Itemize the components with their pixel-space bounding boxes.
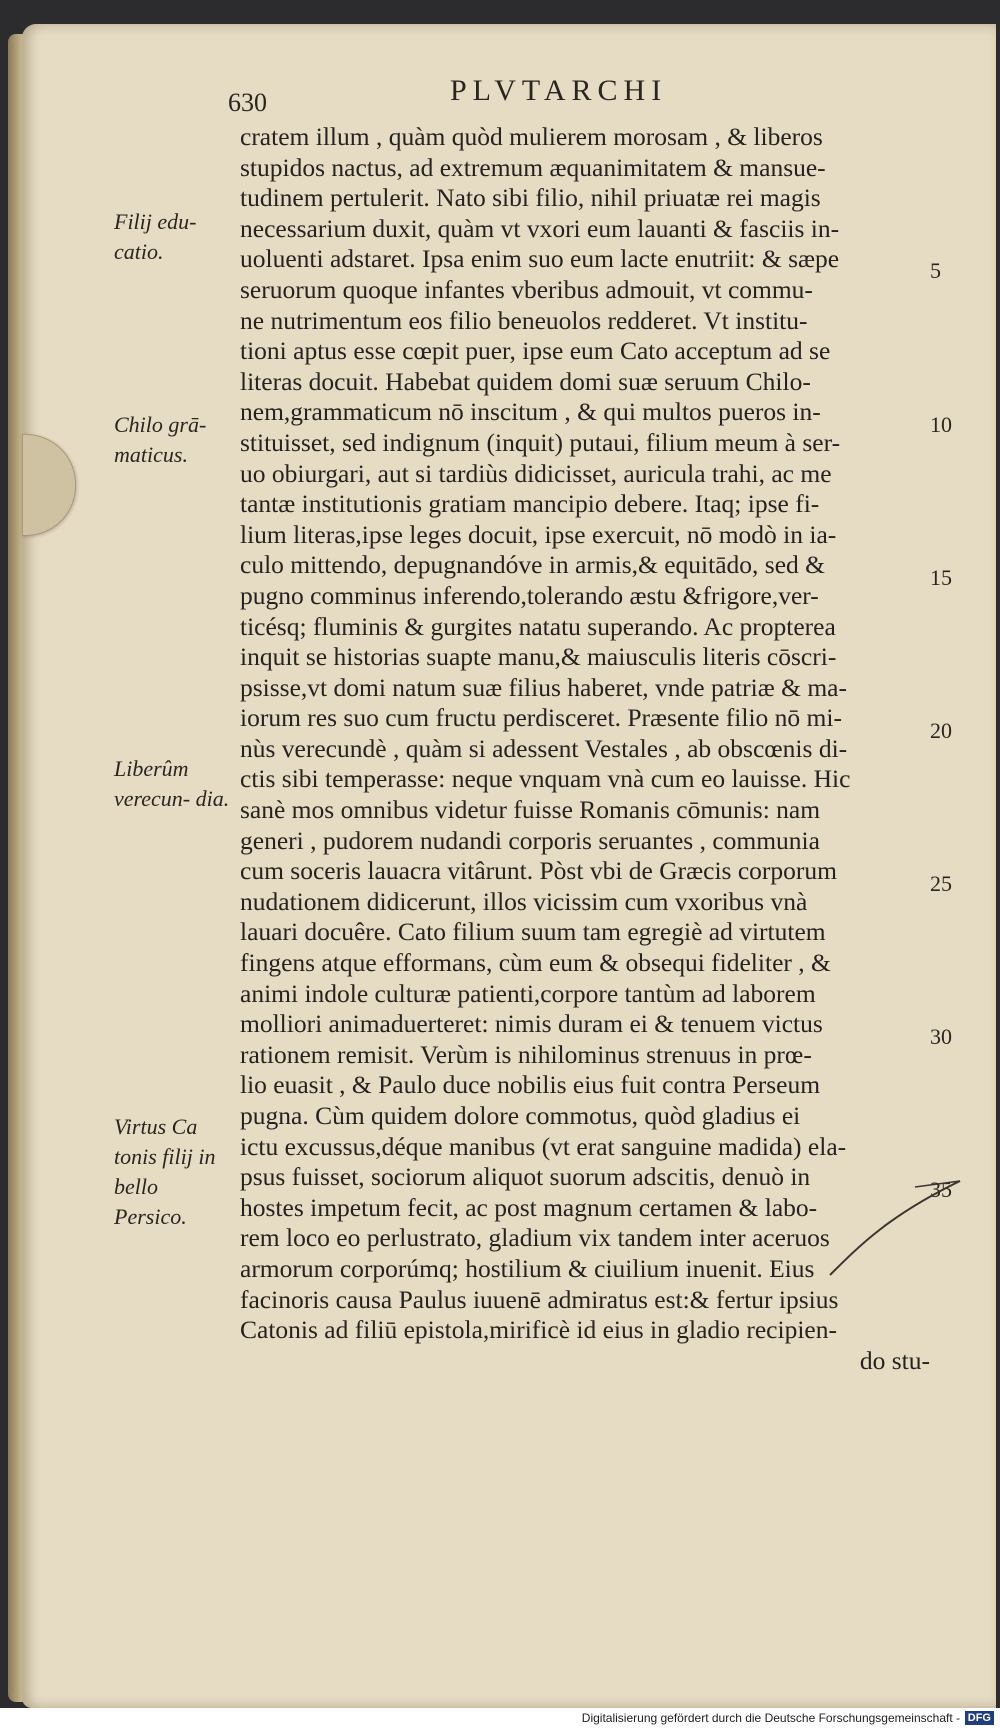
text-line: ictu excussus,déque manibus (vt erat sanguine madida) ela- <box>240 1131 847 1161</box>
text-line: pugna. Cùm quidem dolore commotus, quòd gladius ei <box>240 1101 801 1130</box>
text-line: lium literas,ipse leges docuit, ipse exercuit, nō modò in ia- <box>240 519 837 549</box>
text-line: inquit se historias suapte manu,& maiusculis literis cōscri- <box>240 642 837 672</box>
dfg-logo: DFG <box>965 1711 994 1725</box>
text-line: uo obiurgari, aut si tardiùs didicisset, auricula trahi, ac me <box>240 458 832 488</box>
text-line: sanè mos omnibus videtur fuisse Romanis cōmunis: nam <box>240 795 821 825</box>
margin-note: Virtus Ca tonis filij in bello Persico. <box>114 1114 216 1229</box>
text-line: seruorum quoque infantes vberibus admouit, vt commu- <box>240 274 813 304</box>
margin-note: Chilo grā- maticus. <box>114 412 207 467</box>
text-line: rem loco eo perlustrato, gladium vix tandem inter aceruos <box>240 1223 830 1253</box>
margin-note: Filij edu- catio. <box>114 209 197 264</box>
text-line: uoluenti adstaret. Ipsa enim suo eum lacte enutriit: & sæpe <box>240 244 840 274</box>
line-number: 10 <box>930 412 952 437</box>
running-head: PLVTARCHI <box>450 74 668 107</box>
text-line: generi , pudorem nudandi corporis seruantes , communia <box>240 825 820 855</box>
text-line: lauari docuêre. Cato filium suum tam egregiè ad virtutem <box>240 917 826 947</box>
line-number: 20 <box>930 718 952 743</box>
margin-note: Liberûm verecun- dia. <box>114 756 230 811</box>
text-line: necessarium duxit, quàm vt vxori eum lauanti & fasciis in- <box>240 213 840 243</box>
pen-annotation-mark <box>820 1175 970 1285</box>
text-line: nem,grammaticum nō inscitum , & qui multos pueros in- <box>240 397 821 427</box>
text-line: facinoris causa Paulus iuuenē admiratus est:& fertur ipsius <box>240 1284 839 1314</box>
page-clip <box>22 434 76 536</box>
text-line: tantæ institutionis gratiam mancipio debere. Itaq; ipse fi- <box>240 489 820 519</box>
text-line: stituisset, sed indignum (inquit) putaui, filium meum à ser- <box>240 427 841 457</box>
text-line: ticésq; fluminis & gurgites natatu superando. Ac propterea <box>240 611 836 641</box>
text-line: rationem remisit. Verùm is nihilominus strenuus in prœ- <box>240 1039 812 1069</box>
text-line: tudinem pertulerit. Nato sibi filio, nihil priuatæ rei magis <box>240 183 821 213</box>
text-line: psus fuisset, sociorum aliquot suorum adscitis, denuò in <box>240 1162 811 1192</box>
text-line: stupidos nactus, ad extremum æquanimitatem & mansue- <box>240 152 826 182</box>
line-number: 35 <box>930 1177 952 1202</box>
page-number: 630 <box>228 88 267 117</box>
text-line: culo mittendo, depugnandóve in armis,& equitādo, sed & <box>240 550 825 580</box>
catchword: do stu- <box>859 1345 930 1375</box>
funding-notice: Digitalisierung gefördert durch die Deutsche Forschungsgemeinschaft - <box>581 1711 960 1725</box>
text-line: tioni aptus esse cœpit puer, ipse eum Cato acceptum ad se <box>240 336 831 366</box>
line-number: 25 <box>930 871 952 896</box>
text-line: Catonis ad filiū epistola,mirificè id eius in gladio recipien- <box>240 1315 837 1345</box>
text-line: literas docuit. Habebat quidem domi suæ seruum Chilo- <box>240 366 811 396</box>
text-line: nudationem didicerunt, illos vicissim cum vxoribus vnà <box>240 886 808 916</box>
text-line: nùs verecundè , quàm si adessent Vestales , ab obscœnis di- <box>240 733 848 763</box>
line-number: 5 <box>930 258 941 283</box>
text-line: psisse,vt domi natum suæ filius haberet, vnde patriæ & ma- <box>240 672 847 702</box>
text-line: animi indole culturæ patienti,corpore tantùm ad laborem <box>240 978 816 1008</box>
text-line: hostes impetum fecit, ac post magnum certamen & labo- <box>240 1192 818 1222</box>
footer-bar <box>0 1708 1000 1729</box>
line-number: 30 <box>930 1024 952 1049</box>
text-line: pugno comminus inferendo,tolerando æstu &frigore,ver- <box>240 580 819 610</box>
text-line: molliori animaduerteret: nimis duram ei & tenuem victus <box>240 1009 823 1039</box>
text-line: fingens atque efformans, cùm eum & obsequi fideliter , & <box>240 948 831 978</box>
text-line: ne nutrimentum eos filio beneuolos redderet. Vt institu- <box>240 305 808 335</box>
text-line: cratem illum , quàm quòd mulierem morosam , & liberos <box>240 122 823 151</box>
text-line: iorum res suo cum fructu perdisceret. Præsente filio nō mi- <box>240 703 842 733</box>
line-number: 15 <box>930 565 952 590</box>
text-line: cum soceris lauacra vitârunt. Pòst vbi de Græcis corporum <box>240 856 837 886</box>
text-line: ctis sibi temperasse: neque vnquam vnà cum eo lauisse. Hic <box>240 764 851 794</box>
text-line: lio euasit , & Paulo duce nobilis eius fuit contra Perseum <box>240 1070 821 1100</box>
text-line: armorum corporúmq; hostilium & ciuilium inuenit. Eius <box>240 1253 815 1283</box>
